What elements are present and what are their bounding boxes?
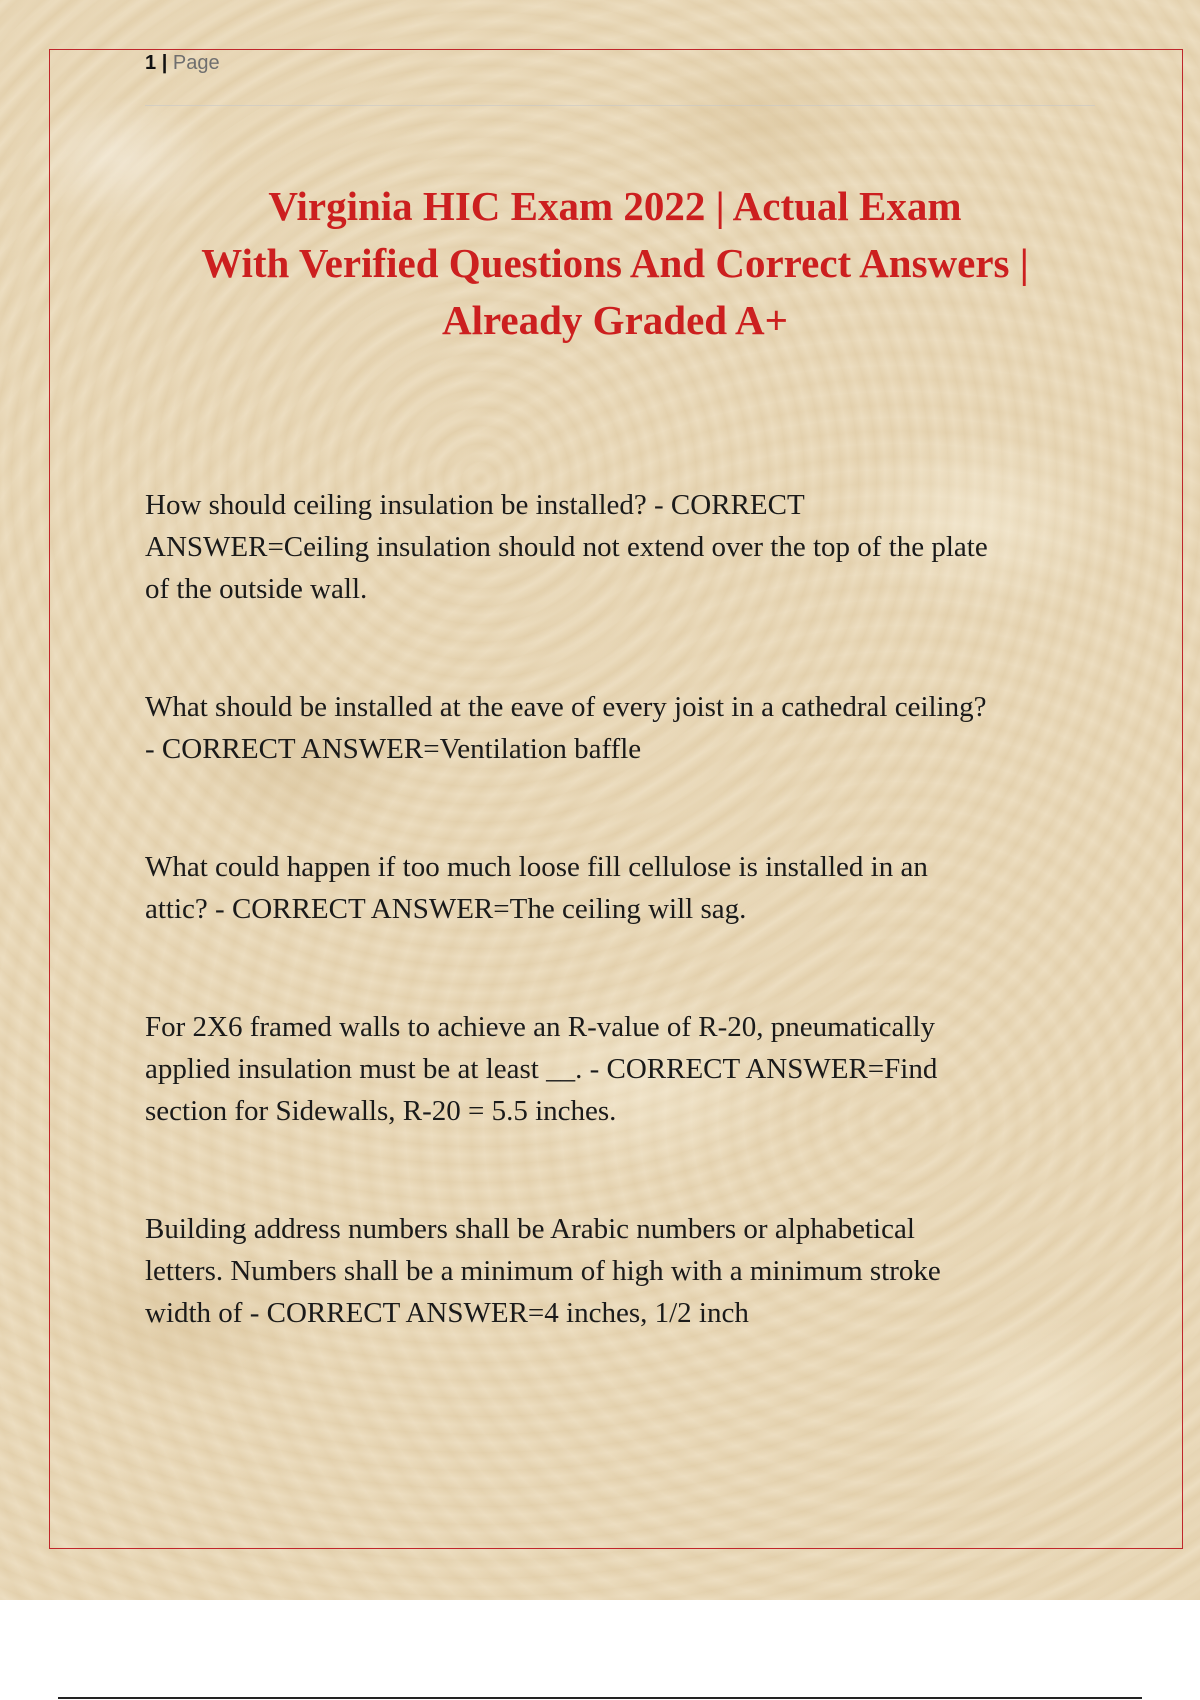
title-line: Virginia HIC Exam 2022 | Actual Exam [268,183,962,229]
qa-text-line: Building address numbers shall be Arabic numbers or alphabetical [145,1213,915,1245]
document-title [130,178,1100,349]
qa-text-line: How should ceiling insulation be installed? - CORRECT [145,489,805,521]
page-separator: | [161,52,168,74]
qa-text-line: applied insulation must be at least __. - CORRECT ANSWER=Find [145,1053,938,1085]
title-line: With Verified Questions And Correct Answers | [201,240,1029,286]
qa-text-line: ANSWER=Ceiling insulation should not extend over the top of the plate [145,531,988,563]
qa-text-line: - CORRECT ANSWER=Ventilation baffle [145,733,642,765]
page-number-header [145,52,220,75]
question-answer-list [145,484,1095,1410]
qa-text-line: letters. Numbers shall be a minimum of high with a minimum stroke [145,1255,941,1287]
qa-text-line: width of - CORRECT ANSWER=4 inches, 1/2 inch [145,1297,749,1329]
qa-item [145,846,1095,930]
footer-divider [58,1697,1142,1699]
qa-text-line: section for Sidewalls, R-20 = 5.5 inches. [145,1095,617,1127]
page-word: Page [172,52,220,74]
qa-text-line: For 2X6 framed walls to achieve an R-value of R-20, pneumatically [145,1011,936,1043]
qa-item [145,686,1095,770]
qa-item [145,1006,1095,1132]
qa-text-line: What could happen if too much loose fill cellulose is installed in an [145,851,928,883]
qa-text-line: attic? - CORRECT ANSWER=The ceiling will sag. [145,893,747,925]
title-line: Already Graded A+ [441,297,789,343]
qa-text-line: What should be installed at the eave of every joist in a cathedral ceiling? [145,691,987,723]
page-number: 1 [145,52,157,74]
qa-item [145,484,1095,610]
qa-text-line: of the outside wall. [145,573,368,605]
qa-item [145,1208,1095,1334]
header-divider [145,105,1095,106]
